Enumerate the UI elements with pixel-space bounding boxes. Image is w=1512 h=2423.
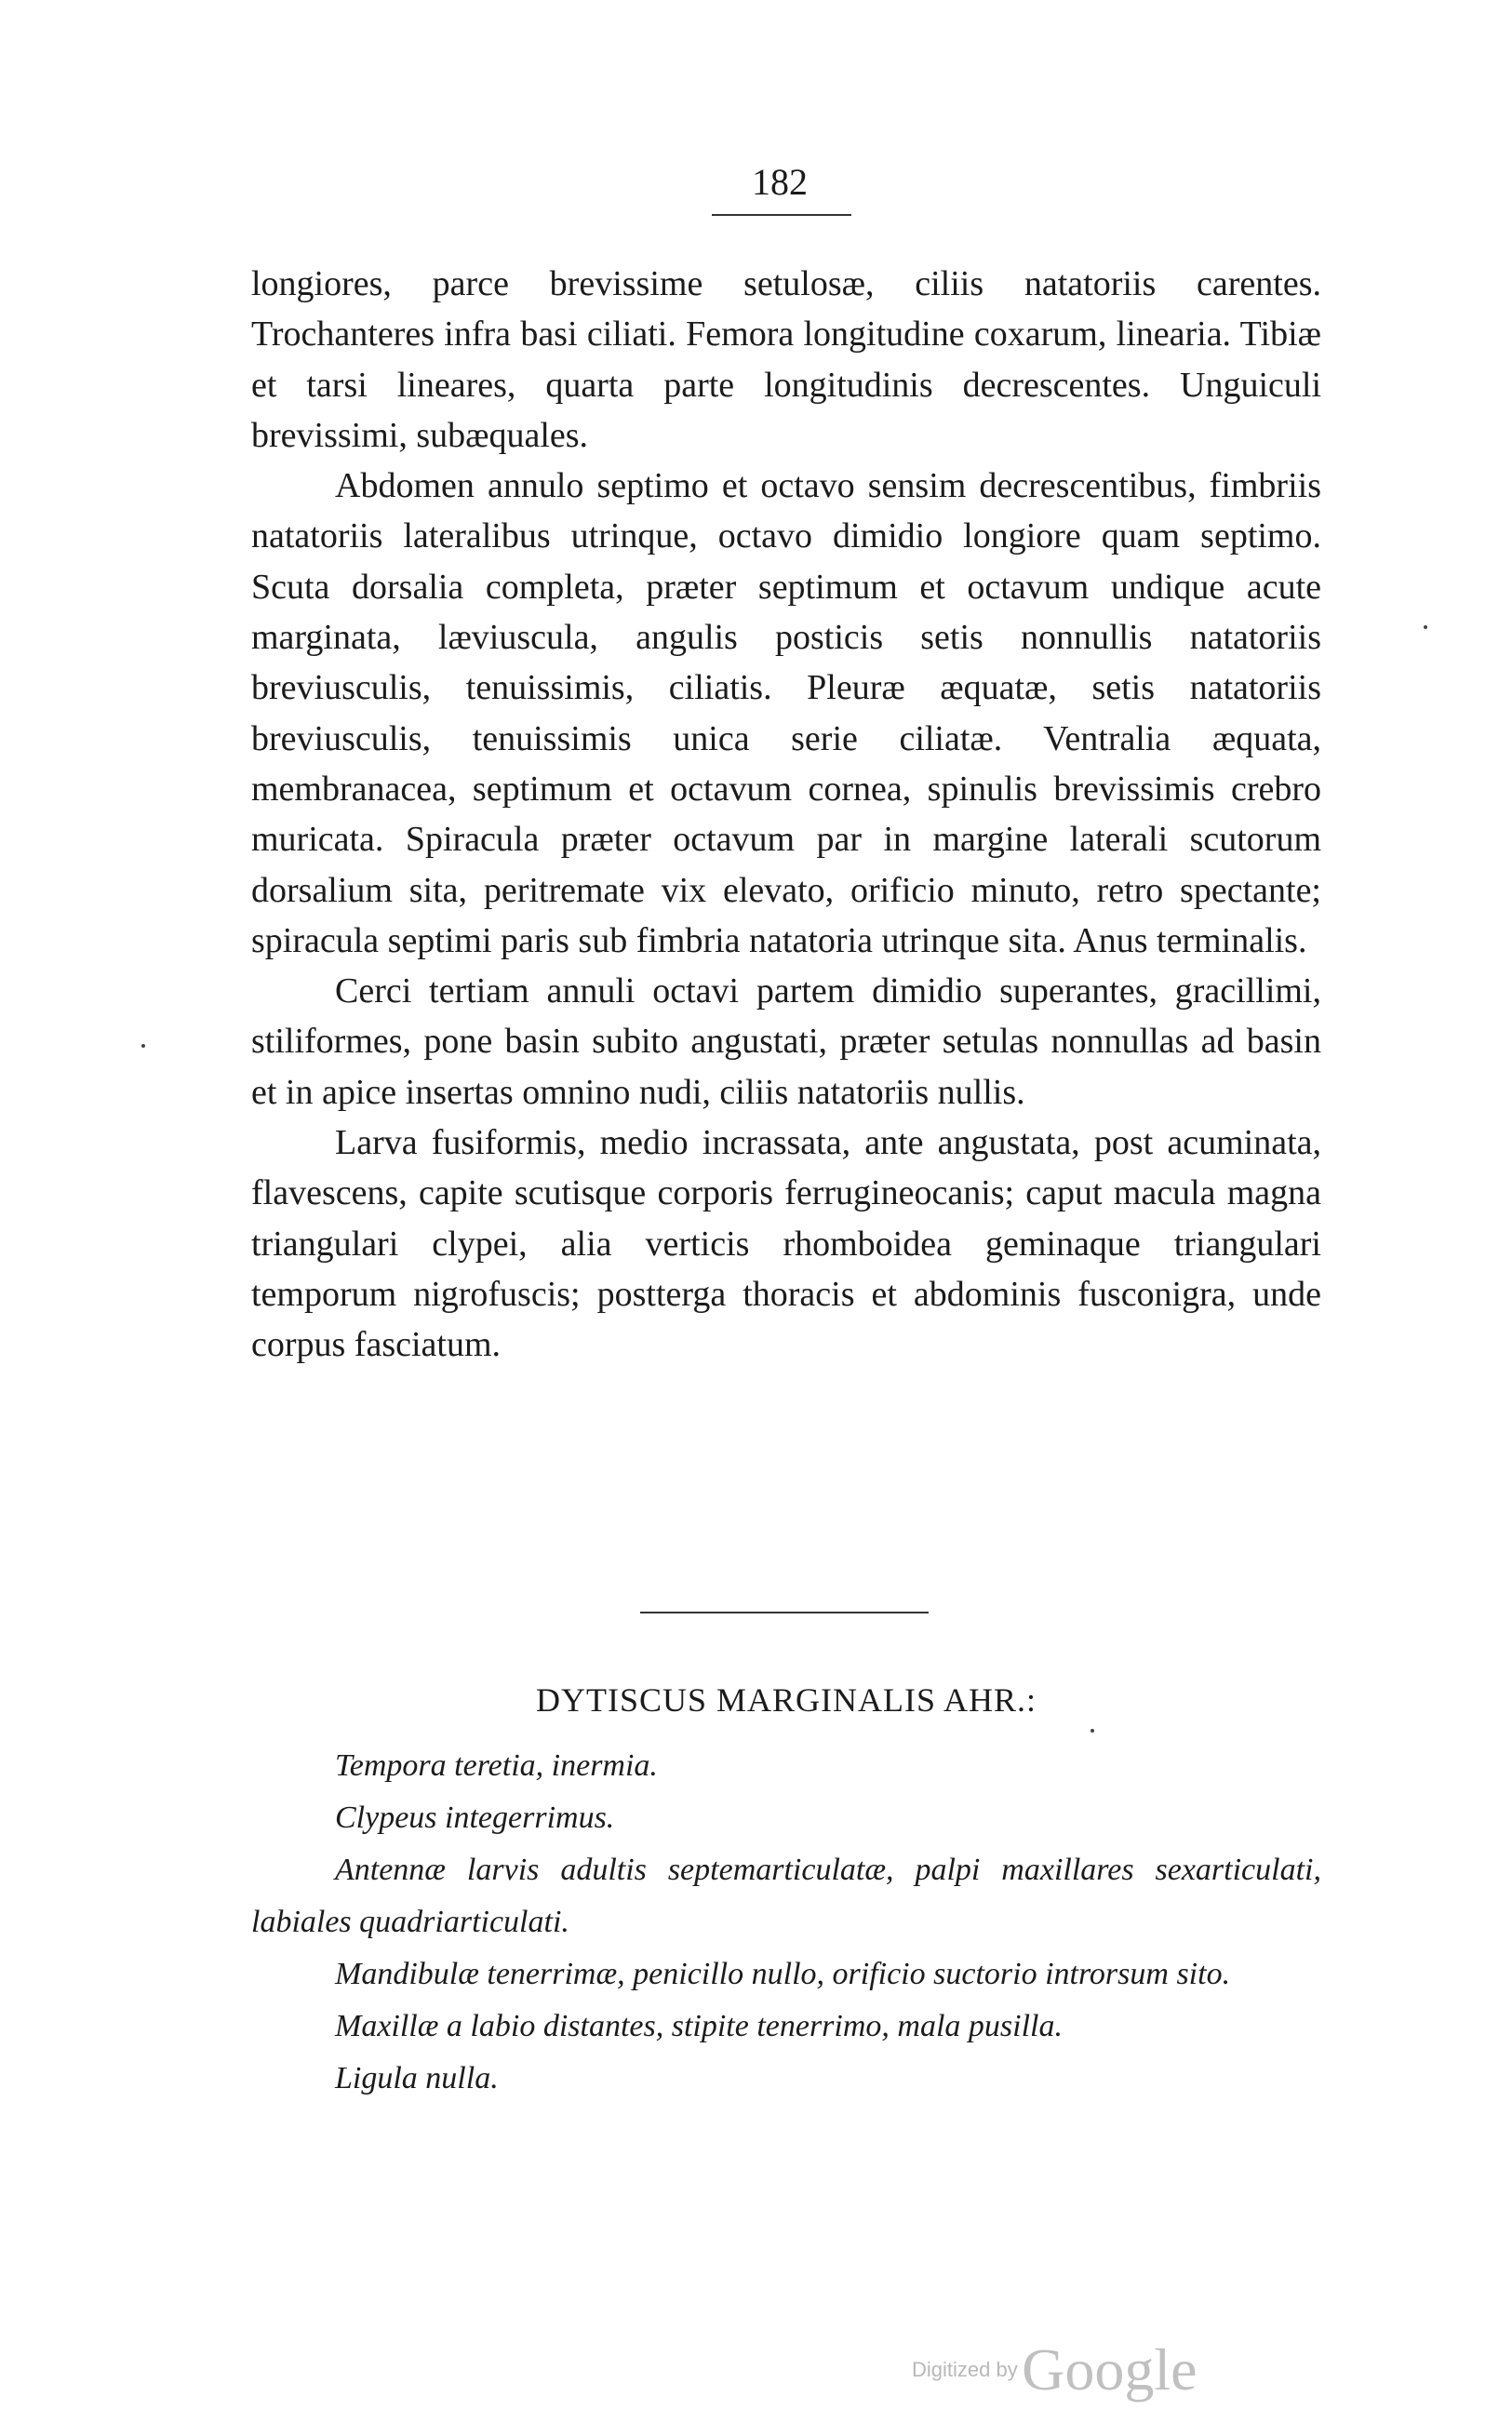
scan-speck <box>1424 625 1427 629</box>
scan-speck <box>1091 1729 1094 1733</box>
page-number-rule <box>712 214 851 216</box>
paragraph-larva: Larva fusiformis, medio incrassata, ante angustata, post acuminata, flavescens, capite scutisque corporis ferrugineocanis; caput macula magna triangulari clypei, alia verticis rhomboidea geminaque triangulari temporum nigrofuscis; postterga thoracis et abdominis fusconigra, unde corpus fasciatum. <box>251 1123 1321 1365</box>
section-divider <box>640 1612 929 1613</box>
paragraph-legs: longiores, parce brevissime setulosæ, ciliis natatoriis carentes. Trochanteres infra basi ciliati. Femora longitudine coxarum, linearia. Tibiæ et tarsi lineares, quarta parte longitudinis decrescentes. Unguiculi brevissimi, subæquales. <box>251 264 1321 455</box>
species-item-tempora: Tempora teretia, inermia. <box>335 1748 658 1783</box>
species-item-clypeus: Clypeus integerrimus. <box>335 1801 615 1835</box>
scan-speck <box>141 1044 145 1048</box>
section-heading: DYTISCUS MARGINALIS AHR.: <box>535 1681 1037 1719</box>
page-number: 182 <box>752 161 808 203</box>
paragraph-cerci: Cerci tertiam annuli octavi partem dimidio superantes, gracillimi, stiliformes, pone basin subito angustati, præter setulas nonnullas ad basin et in apice insertas omnino nudi, ciliis natatoriis nullis. <box>251 971 1321 1112</box>
species-item-mandibulae: Mandibulæ tenerrimæ, penicillo nullo, orificio suctorio introrsum sito. <box>335 1957 1231 1991</box>
species-item-antennae: Antennæ larvis adultis septemarticulatæ, palpi maxillares sexarticulati, labiales quadriarticulati. <box>251 1853 1321 1939</box>
google-logo: Google <box>1022 2336 1198 2403</box>
paragraph-abdomen: Abdomen annulo septimo et octavo sensim decrescentibus, fimbriis natatoriis lateralibus utrinque, octavo dimidio longiore quam septimo. Scuta dorsalia completa, præter septimum et octavum undique acute marginata, læviuscula, angulis posticis setis nonnullis natatoriis breviusculis, tenuissimis, ciliatis. Pleuræ æquatæ, setis natatoriis breviusculis, tenuissimis unica serie ciliatæ. Ventralia æquata, membranacea, septimum et octavum cornea, spinulis brevissimis crebro muricata. Spiracula præter octavum par in margine laterali scutorum dorsalium sita, peritremate vix elevato, orificio minuto, retro spectante; spiracula septimi paris sub fimbria natatoria utrinque sita. Anus terminalis. <box>251 466 1321 960</box>
species-item-ligula: Ligula nulla. <box>335 2061 499 2095</box>
watermark-prefix: Digitized by <box>912 2358 1018 2381</box>
species-list <box>251 1740 1321 2105</box>
species-item-maxillae: Maxillæ a labio distantes, stipite tenerrimo, mala pusilla. <box>335 2009 1063 2043</box>
digitized-watermark <box>912 2336 1198 2404</box>
body-text <box>251 259 1321 1371</box>
